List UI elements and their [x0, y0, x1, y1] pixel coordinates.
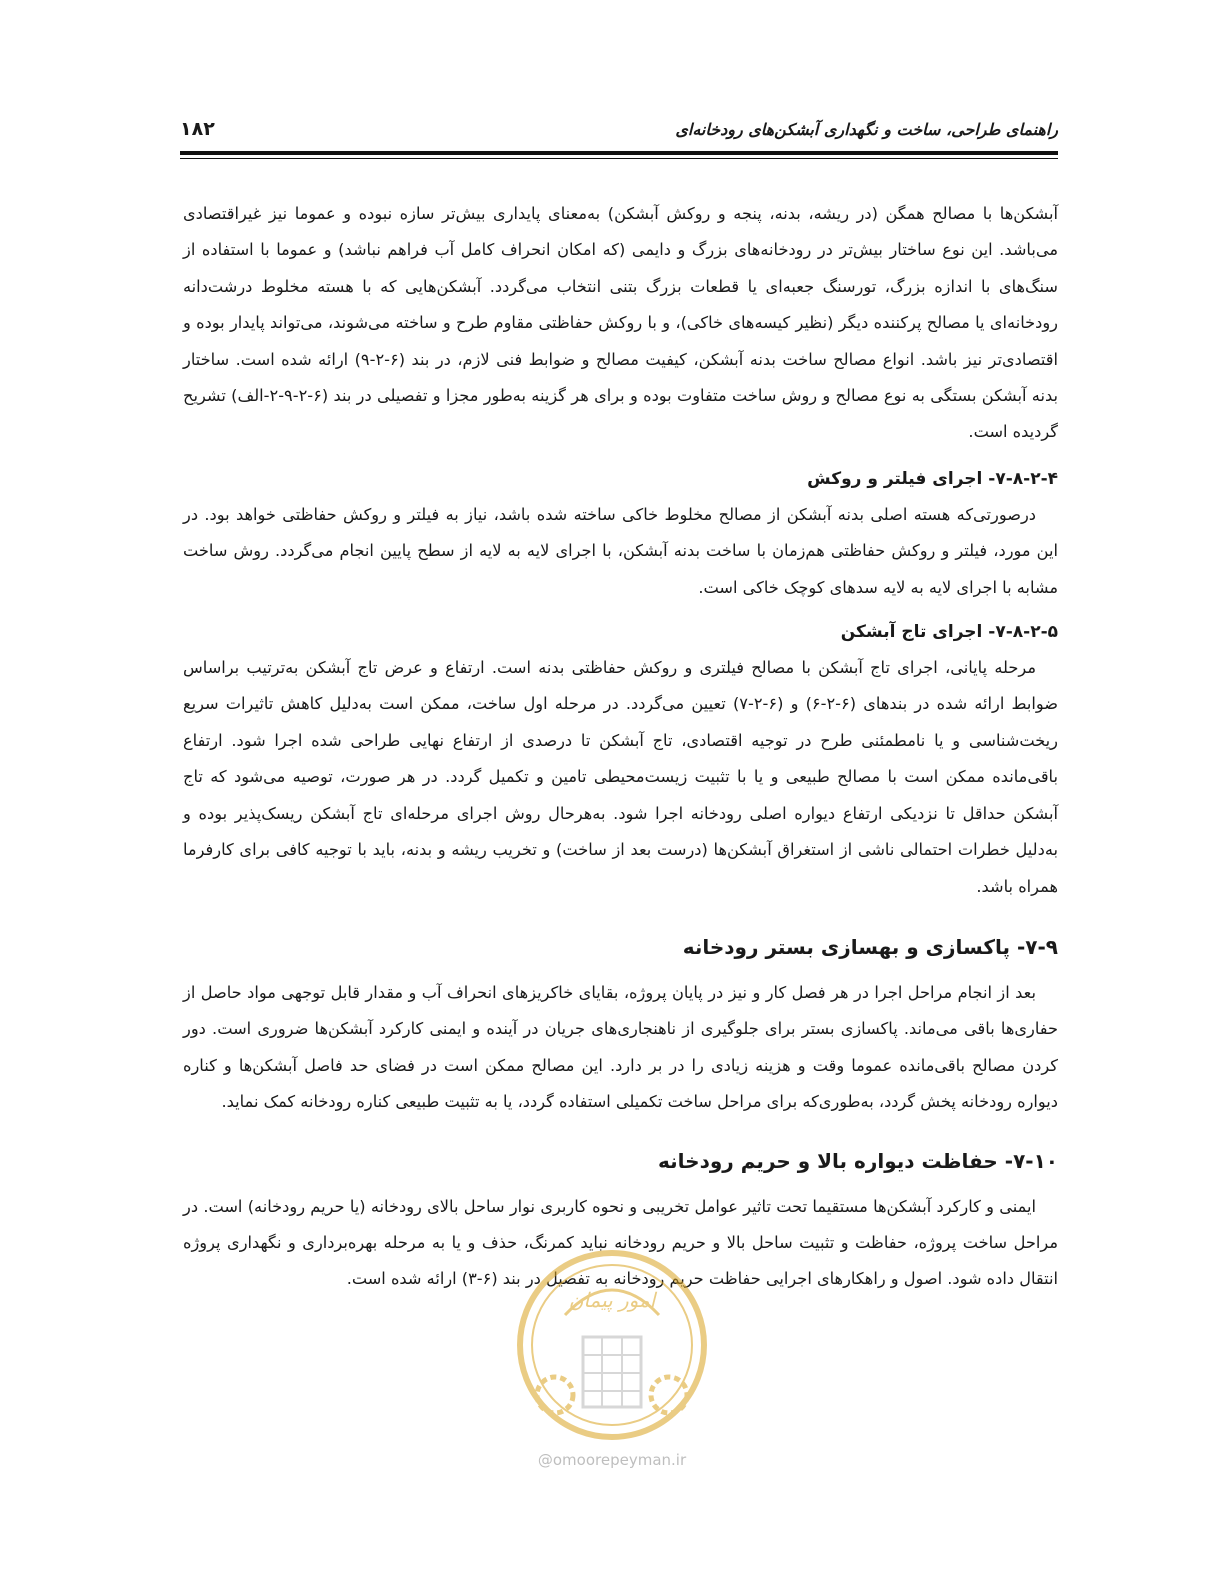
header-rule-thin: [180, 158, 1058, 159]
page-number: ۱۸۲: [180, 118, 215, 140]
paragraph-crown: مرحله پایانی، اجرای تاج آبشکن با مصالح فیلتری و روکش حفاظتی بدنه است. ارتفاع و عرض تاج آبشکن به‌ترتیب براساس ضوابط ارائه شده در بندهای (۶-۲-۶) و (۶-۲-۷) تعیین می‌گردد. در مرحله اول ساخت، ممکن است به‌دلیل کاهش تاثیرات سریع ریخت‌شناسی و یا نامطمئنی طرح در توجیه اقتصادی، تاج آبشکن تا درصدی از ارتفاع نهایی طراحی شده اجرا شود. ارتفاع باقی‌مانده ممکن است با مصالح طبیعی و یا با تثبیت زیست‌محیطی تامین و تکمیل گردد. در هر صورت، توصیه می‌شود که تاج آبشکن حداقل تا نزدیکی ارتفاع دیواره اصلی رودخانه اجرا شود. به‌هرحال روش اجرای مرحله‌ای تاج آبشکن ریسک‌پذیر بوده و به‌دلیل خطرات احتمالی ناشی از استغراق آبشکن‌ها (درست بعد از ساخت) و تخریب ریشه و بدنه، باید با توجیه کافی برای کارفرما همراه باشد.: [183, 658, 1059, 896]
watermark-logo-text: امور پیمان: [568, 1288, 656, 1312]
paragraph-bed-cleanup: بعد از انجام مراحل اجرا در هر فصل کار و نیز در پایان پروژه، بقایای خاکریزهای انحراف آب و مقدار قابل توجهی مواد حاصل از حفاری‌ها باقی می‌ماند. پاکسازی بستر برای جلوگیری از ناهنجاری‌های جریان در آینده و ایمنی کارکرد آبشکن‌ها ضروری است. دور کردن مصالح باقی‌مانده عموما وقت و هزینه زیادی را در بر دارد. این مصالح ممکن است در فضای حد فاصل آبشکن‌ها و کناره دیواره رودخانه پخش گردد، به‌طوری‌که برای مراحل ساخت تکمیلی استفاده گردد، یا به تثبیت طبیعی کناره رودخانه کمک نماید.: [183, 982, 1058, 1112]
paragraph-materials: آبشکن‌ها با مصالح همگن (در ریشه، بدنه، پنجه و روکش آبشکن) به‌معنای پایداری بیش‌تر سازه نبوده و عموما نیز غیراقتصادی می‌باشد. این نوع ساختار بیش‌تر در رودخانه‌های بزرگ و دایمی (که امکان انحراف کامل آب فراهم نباشد) و عموما با استفاده از سنگ‌های با اندازه بزرگ، تورسنگ جعبه‌ای یا قطعات بزرگ بتنی انتخاب می‌گردد. آبشکن‌هایی که با هسته مخلوط درشت‌دانه رودخانه‌ای یا مصالح پرکننده دیگر (نظیر کیسه‌های خاکی)، و با روکش حفاظتی مقاوم طرح و ساخته می‌شوند، می‌تواند پایدار بوده و اقتصادی‌تر نیز باشد. انواع مصالح ساخت بدنه آبشکن، کیفیت مصالح و ضوابط فنی لازم، در بند (۶-۲-۹) ارائه شده است. ساختار بدنه آبشکن بستگی به نوع مصالح و روش ساخت متفاوت بوده و برای هر گزینه به‌طور مجزا و تفصیلی در بند (۶-۲-۹-۲-الف) تشریح گردیده است.: [183, 204, 1058, 442]
header-rule-thick: [180, 151, 1058, 155]
watermark-url: @omoorepeyman.ir: [537, 1451, 687, 1469]
paragraph-filter-cover: درصورتی‌که هسته اصلی بدنه آبشکن از مصالح مخلوط خاکی ساخته شده باشد، نیاز به فیلتر و روکش حفاظتی خواهد بود. در این مورد، فیلتر و روکش حفاظتی هم‌زمان با ساخت بدنه آبشکن، با اجرای لایه به لایه از سطح پایین انجام می‌گردد. روش ساخت مشابه با اجرای لایه به لایه سدهای کوچک خاکی است.: [183, 504, 1058, 597]
heading-crown: ۷-۸-۲-۵- اجرای تاج آبشکن: [840, 622, 1058, 643]
heading-bank-protection: ۷-۱۰- حفاظت دیواره بالا و حریم رودخانه: [658, 1148, 1058, 1173]
body-text: [183, 196, 1058, 1298]
watermark-logo-icon: [505, 1245, 719, 1445]
running-header: [180, 112, 1058, 152]
watermark: [505, 1245, 719, 1487]
book-title: راهنمای طراحی، ساخت و نگهداری آبشکن‌های رودخانه‌ای: [675, 120, 1058, 139]
heading-filter-cover: ۷-۸-۲-۴- اجرای فیلتر و روکش: [807, 468, 1058, 489]
paragraph-bank-protection: ایمنی و کارکرد آبشکن‌ها مستقیما تحت تاثیر عوامل تخریبی و نحوه کاربری نوار ساحل بالای رودخانه (یا حریم رودخانه) است. در مراحل ساخت پروژه، حفاظت و تثبیت ساحل بالا و حریم رودخانه نباید کمرنگ، حذف و یا به مرحله بهره‌برداری و نگهداری پروژه انتقال داده شود. اصول و راهکارهای اجرایی حفاظت حریم رودخانه به تفصیل در بند (۶-۳) ارائه شده است.: [183, 1196, 1058, 1289]
heading-bed-cleanup: ۷-۹- پاکسازی و بهسازی بستر رودخانه: [682, 934, 1058, 959]
